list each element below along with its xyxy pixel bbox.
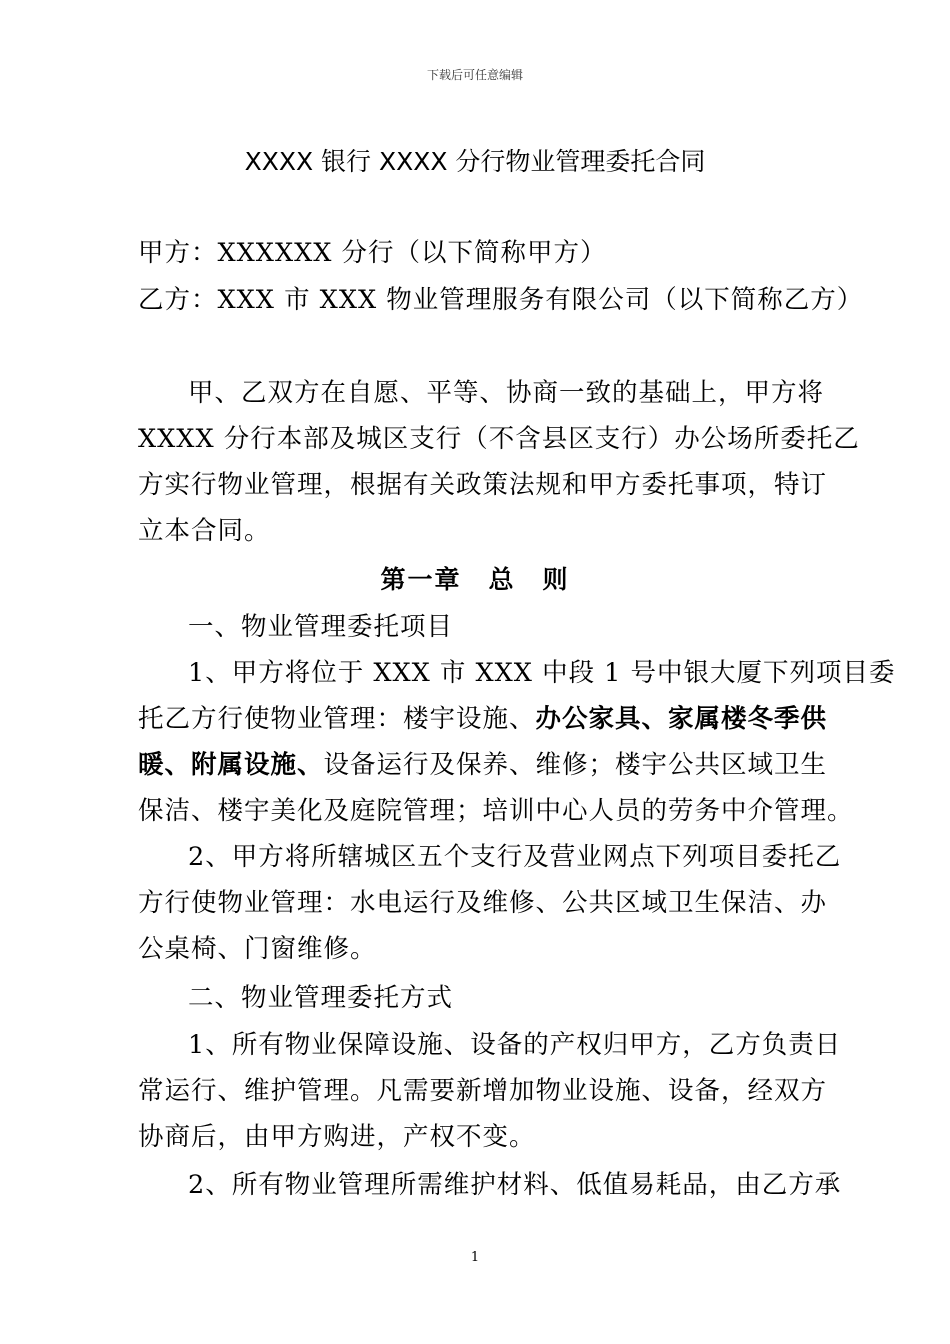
s1-item1-line-2b-bold: 办公家具、家属楼冬季供 <box>535 704 828 734</box>
section-1-item-2 <box>138 834 842 972</box>
section-2-heading <box>138 975 818 1021</box>
intro-line-2: XXXX 分行本部及城区支行（不含县区支行）办公场所委托乙 <box>138 424 860 454</box>
s1-item1-line-2a: 托乙方行使物业管理：楼宇设施、 <box>138 704 536 734</box>
intro-line-1: 甲、乙双方在自愿、平等、协商一致的基础上，甲方将 <box>188 378 825 408</box>
section-1-heading <box>138 604 818 650</box>
intro-line-4: 立本合同。 <box>138 516 271 546</box>
section-2-item-2 <box>138 1162 842 1208</box>
header-note: 下载后可任意编辑 <box>426 68 523 82</box>
s1-item1-line-3b: 设备运行及保养、维修；楼宇公共区域卫生 <box>323 750 828 780</box>
s1-item2-line-1: 2、甲方将所辖城区五个支行及营业网点下列项目委托乙 <box>188 842 842 872</box>
s2-item2-line-1: 2、所有物业管理所需维护材料、低值易耗品，由乙方承 <box>188 1170 842 1200</box>
chapter-heading: 第一章 总 则 <box>380 565 570 594</box>
party-b: 乙方：XXX 市 XXX 物业管理服务有限公司（以下简称乙方） <box>138 285 864 315</box>
s2-item1-line-2: 常运行、维护管理。凡需要新增加物业设施、设备，经双方 <box>138 1076 828 1106</box>
page-number: 1 <box>470 1250 480 1265</box>
party-a: 甲方：XXXXXX 分行（以下简称甲方） <box>138 238 607 268</box>
intro-line-3: 方实行物业管理，根据有关政策法规和甲方委托事项，特订 <box>138 470 828 500</box>
document-title: XXXX 银行 XXXX 分行物业管理委托合同 <box>244 147 706 176</box>
section-1-item-1 <box>138 650 896 834</box>
s1-item1-line-3 <box>138 742 828 788</box>
section-2-item-1 <box>138 1022 842 1160</box>
s1-item2-line-2: 方行使物业管理：水电运行及维修、公共区域卫生保洁、办 <box>138 888 828 918</box>
s1-item2-line-3: 公桌椅、门窗维修。 <box>138 934 377 964</box>
intro-paragraph <box>138 370 860 554</box>
s1-item1-line-3a-bold: 暖、附属设施、 <box>138 750 324 780</box>
s2-item1-line-3: 协商后，由甲方购进，产权不变。 <box>138 1122 536 1152</box>
section-2-title: 二、物业管理委托方式 <box>188 983 454 1013</box>
s1-item1-line-2 <box>138 696 828 742</box>
section-1-title: 一、物业管理委托项目 <box>188 612 454 642</box>
s1-item1-line-4: 保洁、楼宇美化及庭院管理；培训中心人员的劳务中介管理。 <box>138 796 854 826</box>
s1-item1-line-1: 1、甲方将位于 XXX 市 XXX 中段 1 号中银大厦下列项目委 <box>188 658 896 688</box>
s2-item1-line-1: 1、所有物业保障设施、设备的产权归甲方，乙方负责日 <box>188 1030 842 1060</box>
